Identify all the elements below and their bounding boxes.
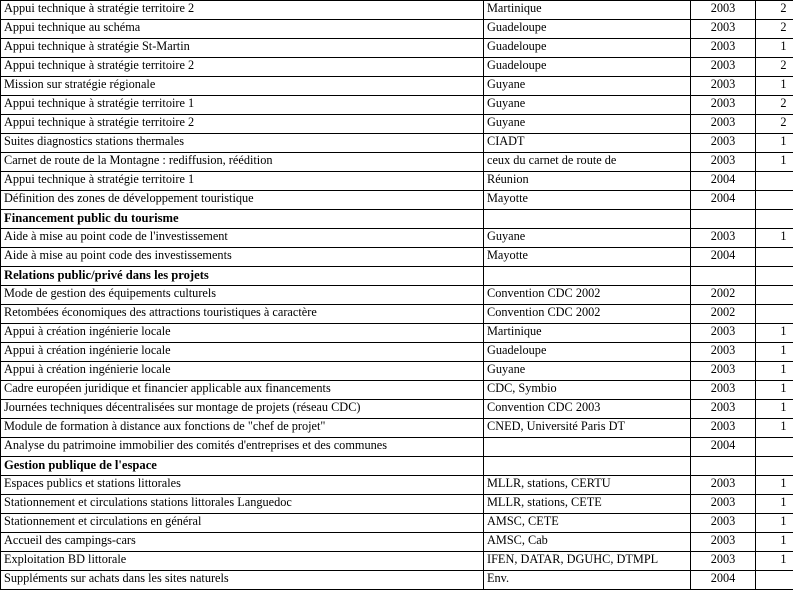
action-label: Suites diagnostics stations thermales: [1, 134, 484, 153]
table-row: [1, 286, 793, 305]
partner-cell: ceux du carnet de route de: [484, 153, 691, 172]
action-label: Appui technique à stratégie territoire 2: [1, 58, 484, 77]
partner-cell: Guyane: [484, 115, 691, 134]
action-label: Définition des zones de développement touristique: [1, 191, 484, 210]
table-row: [1, 495, 793, 514]
section-title: Financement public du tourisme: [1, 210, 484, 229]
count-cell: [756, 210, 793, 229]
section-title: Relations public/privé dans les projets: [1, 267, 484, 286]
partner-cell: Guyane: [484, 77, 691, 96]
year-cell: 2003: [691, 495, 756, 514]
table-row: [1, 419, 793, 438]
action-label: Suppléments sur achats dans les sites naturels: [1, 571, 484, 590]
action-label: Appui technique à stratégie territoire 2: [1, 1, 484, 20]
action-label: Retombées économiques des attractions touristiques à caractère: [1, 305, 484, 324]
action-label: Appui technique à stratégie territoire 1: [1, 96, 484, 115]
year-cell: 2004: [691, 571, 756, 590]
year-cell: 2004: [691, 438, 756, 457]
action-label: Carnet de route de la Montagne : rediffusion, réédition: [1, 153, 484, 172]
count-cell: 1: [756, 419, 793, 438]
count-cell: 1: [756, 134, 793, 153]
count-cell: 2: [756, 115, 793, 134]
action-label: Analyse du patrimoine immobilier des comités d'entreprises et des communes: [1, 438, 484, 457]
year-cell: [691, 210, 756, 229]
count-cell: 1: [756, 39, 793, 58]
count-cell: 1: [756, 362, 793, 381]
year-cell: 2003: [691, 552, 756, 571]
year-cell: 2003: [691, 58, 756, 77]
table-row: [1, 96, 793, 115]
year-cell: 2003: [691, 514, 756, 533]
action-label: Espaces publics et stations littorales: [1, 476, 484, 495]
table-row: [1, 400, 793, 419]
count-cell: 2: [756, 20, 793, 39]
table-row: [1, 571, 793, 590]
year-cell: 2004: [691, 191, 756, 210]
partner-cell: AMSC, CETE: [484, 514, 691, 533]
action-label: Appui à création ingénierie locale: [1, 324, 484, 343]
table-row: [1, 1, 793, 20]
count-cell: 2: [756, 58, 793, 77]
action-label: Appui technique à stratégie St-Martin: [1, 39, 484, 58]
count-cell: [756, 571, 793, 590]
action-label: Appui technique à stratégie territoire 2: [1, 115, 484, 134]
action-label: Journées techniques décentralisées sur montage de projets (réseau CDC): [1, 400, 484, 419]
partner-cell: Guyane: [484, 229, 691, 248]
table-row: [1, 552, 793, 571]
count-cell: [756, 172, 793, 191]
partner-cell: Convention CDC 2003: [484, 400, 691, 419]
count-cell: 1: [756, 77, 793, 96]
action-label: Stationnement et circulations en général: [1, 514, 484, 533]
count-cell: [756, 305, 793, 324]
partner-cell: [484, 438, 691, 457]
year-cell: [691, 457, 756, 476]
partner-cell: Env.: [484, 571, 691, 590]
year-cell: 2003: [691, 343, 756, 362]
count-cell: 1: [756, 533, 793, 552]
section-title: Gestion publique de l'espace: [1, 457, 484, 476]
count-cell: [756, 267, 793, 286]
section-row: [1, 267, 793, 286]
table-row: [1, 115, 793, 134]
partner-cell: Réunion: [484, 172, 691, 191]
partner-cell: Martinique: [484, 324, 691, 343]
count-cell: 2: [756, 1, 793, 20]
year-cell: 2002: [691, 286, 756, 305]
action-label: Stationnement et circulations stations littorales Languedoc: [1, 495, 484, 514]
partner-cell: Martinique: [484, 1, 691, 20]
action-label: Exploitation BD littorale: [1, 552, 484, 571]
table-row: [1, 533, 793, 552]
year-cell: 2003: [691, 1, 756, 20]
partner-cell: Guadeloupe: [484, 39, 691, 58]
count-cell: [756, 286, 793, 305]
section-row: [1, 457, 793, 476]
year-cell: 2004: [691, 248, 756, 267]
table-row: [1, 172, 793, 191]
count-cell: [756, 191, 793, 210]
count-cell: 1: [756, 476, 793, 495]
partner-cell: CIADT: [484, 134, 691, 153]
table-body: [1, 1, 793, 590]
year-cell: 2003: [691, 115, 756, 134]
count-cell: 1: [756, 229, 793, 248]
action-label: Cadre européen juridique et financier applicable aux financements: [1, 381, 484, 400]
table-row: [1, 343, 793, 362]
table-row: [1, 77, 793, 96]
partner-cell: MLLR, stations, CETE: [484, 495, 691, 514]
action-label: Mission sur stratégie régionale: [1, 77, 484, 96]
year-cell: 2003: [691, 153, 756, 172]
action-label: Aide à mise au point code des investissements: [1, 248, 484, 267]
year-cell: 2003: [691, 229, 756, 248]
partner-cell: Guadeloupe: [484, 20, 691, 39]
count-cell: 1: [756, 514, 793, 533]
table-row: [1, 381, 793, 400]
partner-cell: CNED, Université Paris DT: [484, 419, 691, 438]
table-row: [1, 248, 793, 267]
year-cell: 2003: [691, 39, 756, 58]
year-cell: 2003: [691, 96, 756, 115]
table-row: [1, 229, 793, 248]
partner-cell: Guadeloupe: [484, 58, 691, 77]
action-label: Module de formation à distance aux fonctions de "chef de projet": [1, 419, 484, 438]
table-row: [1, 438, 793, 457]
year-cell: 2003: [691, 400, 756, 419]
year-cell: 2003: [691, 419, 756, 438]
action-label: Mode de gestion des équipements culturels: [1, 286, 484, 305]
table-row: [1, 153, 793, 172]
table-row: [1, 476, 793, 495]
partner-cell: [484, 457, 691, 476]
count-cell: 1: [756, 400, 793, 419]
action-label: Appui à création ingénierie locale: [1, 362, 484, 381]
year-cell: [691, 267, 756, 286]
partner-cell: Guyane: [484, 362, 691, 381]
year-cell: 2003: [691, 533, 756, 552]
year-cell: 2003: [691, 20, 756, 39]
partner-cell: Guyane: [484, 96, 691, 115]
partner-cell: [484, 210, 691, 229]
partner-cell: [484, 267, 691, 286]
table-row: [1, 324, 793, 343]
section-row: [1, 210, 793, 229]
table-row: [1, 58, 793, 77]
action-label: Appui technique à stratégie territoire 1: [1, 172, 484, 191]
count-cell: 1: [756, 381, 793, 400]
year-cell: 2003: [691, 324, 756, 343]
table-row: [1, 191, 793, 210]
partner-cell: AMSC, Cab: [484, 533, 691, 552]
partner-cell: MLLR, stations, CERTU: [484, 476, 691, 495]
count-cell: 1: [756, 324, 793, 343]
year-cell: 2004: [691, 172, 756, 191]
table-row: [1, 305, 793, 324]
table-row: [1, 134, 793, 153]
partner-cell: Convention CDC 2002: [484, 305, 691, 324]
count-cell: [756, 248, 793, 267]
table-row: [1, 362, 793, 381]
count-cell: [756, 438, 793, 457]
year-cell: 2003: [691, 381, 756, 400]
year-cell: 2003: [691, 362, 756, 381]
action-label: Accueil des campings-cars: [1, 533, 484, 552]
action-label: Appui technique au schéma: [1, 20, 484, 39]
table-row: [1, 39, 793, 58]
partner-cell: Mayotte: [484, 248, 691, 267]
partner-cell: CDC, Symbio: [484, 381, 691, 400]
count-cell: [756, 457, 793, 476]
table-row: [1, 20, 793, 39]
year-cell: 2002: [691, 305, 756, 324]
action-label: Aide à mise au point code de l'investissement: [1, 229, 484, 248]
action-label: Appui à création ingénierie locale: [1, 343, 484, 362]
count-cell: 1: [756, 495, 793, 514]
year-cell: 2003: [691, 77, 756, 96]
count-cell: 2: [756, 96, 793, 115]
year-cell: 2003: [691, 476, 756, 495]
partner-cell: Convention CDC 2002: [484, 286, 691, 305]
table-row: [1, 514, 793, 533]
count-cell: 1: [756, 552, 793, 571]
partner-cell: IFEN, DATAR, DGUHC, DTMPL: [484, 552, 691, 571]
count-cell: 1: [756, 153, 793, 172]
partner-cell: Guadeloupe: [484, 343, 691, 362]
partner-cell: Mayotte: [484, 191, 691, 210]
count-cell: 1: [756, 343, 793, 362]
year-cell: 2003: [691, 134, 756, 153]
